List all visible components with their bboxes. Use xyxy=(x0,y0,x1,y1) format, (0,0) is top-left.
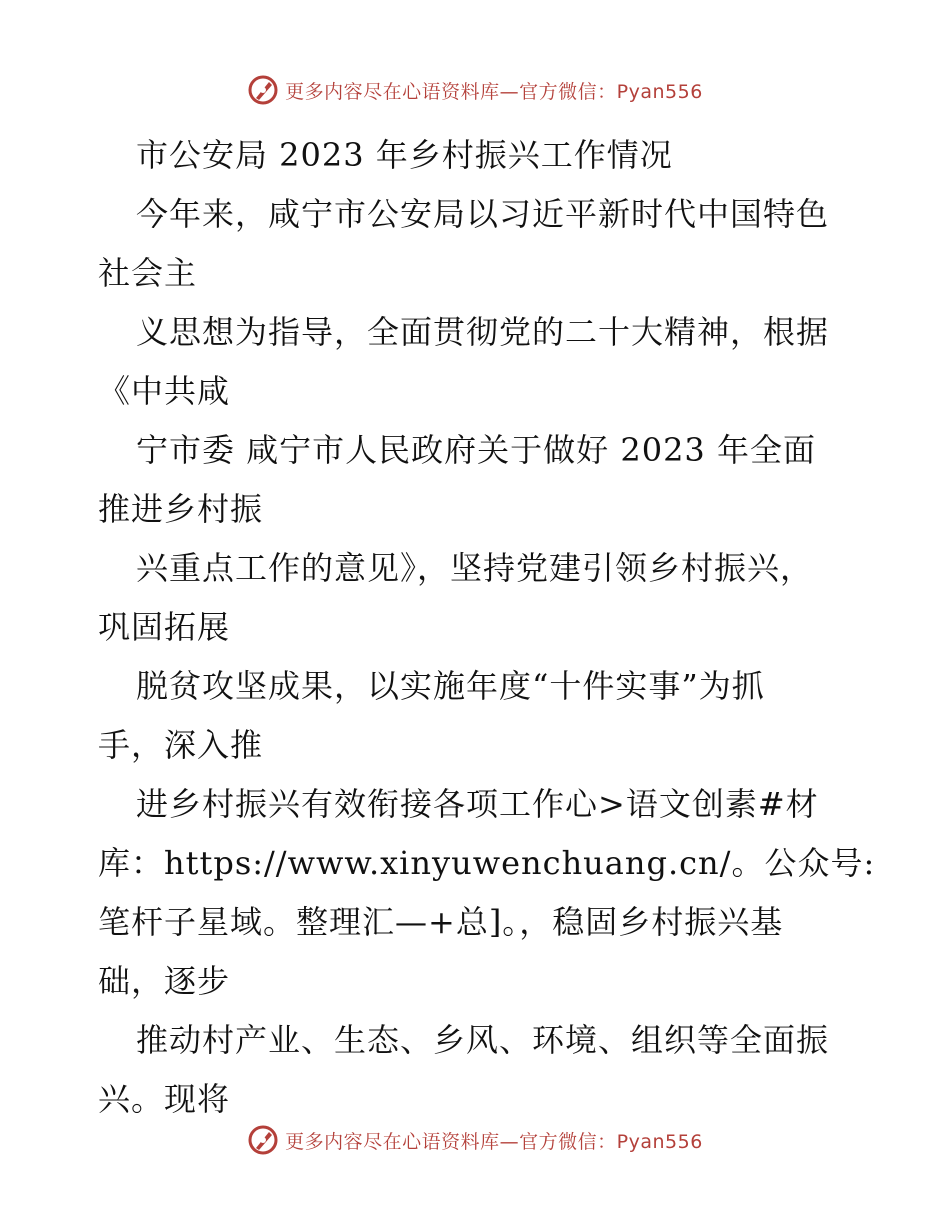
text-line: 兴。现将 xyxy=(98,1080,231,1118)
text-line: 手，深入推 xyxy=(98,726,264,764)
footer-banner xyxy=(0,1122,950,1158)
text-line: 宁市委 咸宁市人民政府关于做好 2023 年全面 xyxy=(136,431,816,469)
text-line: 推进乡村振 xyxy=(98,490,264,528)
text-line: 巩固拓展 xyxy=(98,608,231,646)
footer-banner-text: 更多内容尽在心语资料库—官方微信：Pyan556 xyxy=(285,1130,703,1153)
header-banner xyxy=(0,72,950,108)
text-line: 《中共咸 xyxy=(98,372,231,410)
text-line: 进乡村振兴有效衔接各项工作心>语文创素#材 xyxy=(136,785,819,823)
text-line: 社会主 xyxy=(98,254,198,292)
document-title: 市公安局 2023 年乡村振兴工作情况 xyxy=(136,136,673,174)
text-line: 础，逐步 xyxy=(98,962,231,1000)
text-line: 库：https://www.xinyuwenchuang.cn/。公众号: xyxy=(98,844,876,882)
document-body xyxy=(98,126,876,1129)
text-line: 今年来，咸宁市公安局以习近平新时代中国特色 xyxy=(136,195,830,233)
text-line: 推动村产业、生态、乡风、环境、组织等全面振 xyxy=(136,1021,830,1059)
pen-logo-icon xyxy=(247,74,279,106)
text-line: 笔杆子星域。整理汇—+总]。，稳固乡村振兴基 xyxy=(98,903,784,941)
text-line: 兴重点工作的意见》，坚持党建引领乡村振兴， xyxy=(136,549,814,587)
text-line: 义思想为指导，全面贯彻党的二十大精神，根据 xyxy=(136,313,830,351)
pen-logo-icon xyxy=(247,1124,279,1156)
header-banner-text: 更多内容尽在心语资料库—官方微信：Pyan556 xyxy=(285,80,703,103)
text-line: 脱贫攻坚成果，以实施年度“十件实事”为抓 xyxy=(136,667,765,705)
